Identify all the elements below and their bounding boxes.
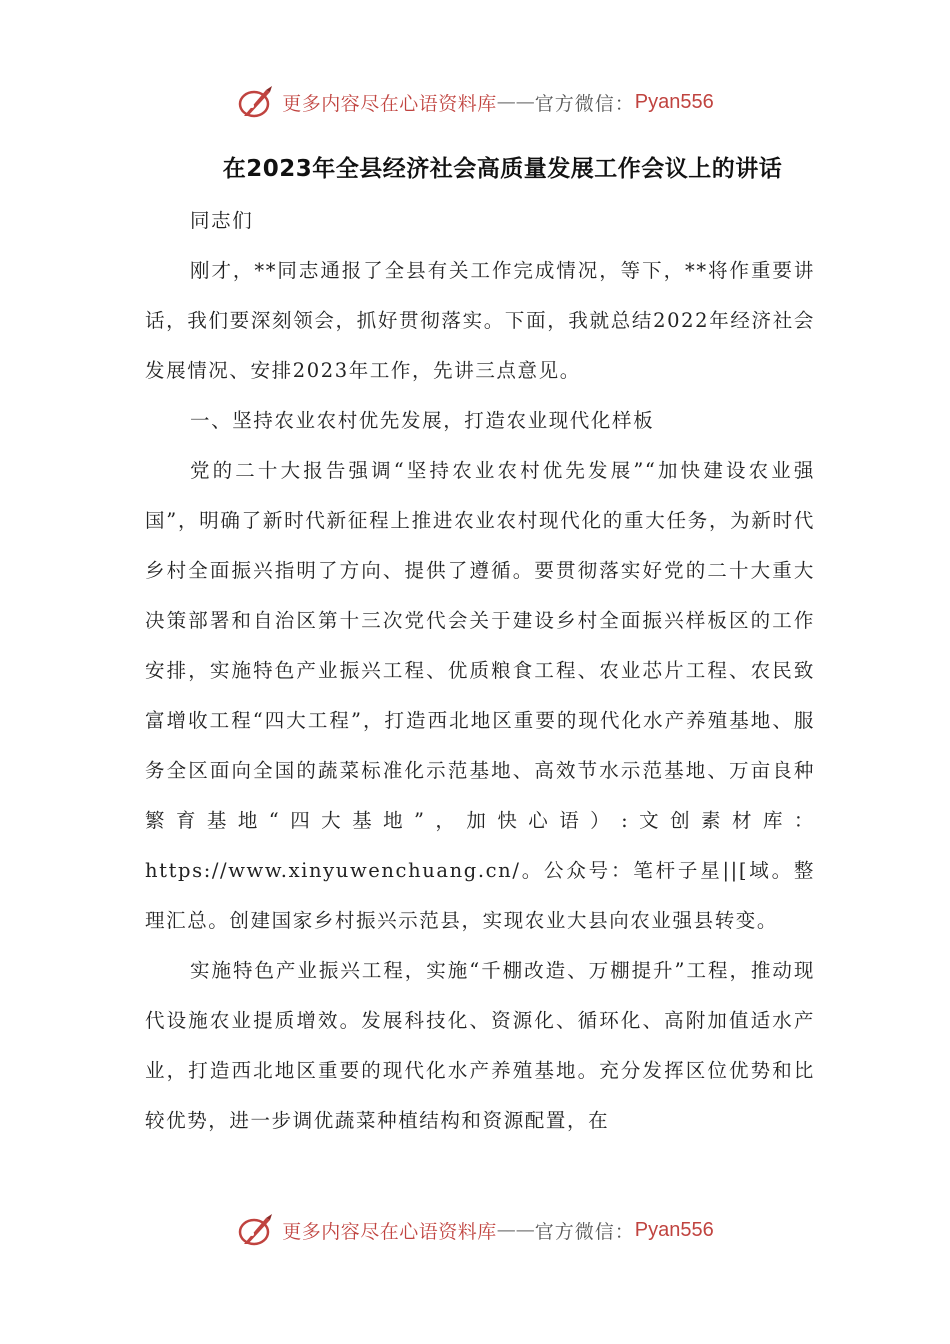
banner-separator: —— bbox=[496, 1219, 535, 1241]
banner-wechat-label: 官方微信： bbox=[534, 1220, 635, 1243]
section-heading-1: 一、坚持农业农村优先发展，打造农业现代化样板 bbox=[190, 409, 655, 432]
paragraph-opening: 刚才，**同志通报了全县有关工作完成情况，等下，**将作重要讲话，我们要深刻领会，抓好贯彻落实。下面，我就总结2022年经济社会发展情况、安排2023年工作，先讲三点意见。 bbox=[145, 259, 815, 382]
paragraph-industry: 实施特色产业振兴工程，实施“千棚改造、万棚提升”工程，推动现代设施农业提质增效。发展科技化、资源化、循环化、高附加值适水产业，打造西北地区重要的现代化水产养殖基地。充分发挥区位优势和比较优势，进一步调优蔬菜种植结构和资源配置，在 bbox=[145, 959, 815, 1132]
banner-wechat-label: 官方微信： bbox=[534, 92, 635, 115]
banner-text: 更多内容尽在心语资料库 bbox=[282, 92, 497, 115]
header-watermark-banner bbox=[0, 80, 950, 124]
quill-pen-logo-icon bbox=[236, 1210, 276, 1250]
quill-pen-logo-icon bbox=[236, 82, 276, 122]
banner-text: 更多内容尽在心语资料库 bbox=[282, 1220, 497, 1243]
banner-wechat-id: Pyan556 bbox=[634, 90, 714, 113]
salutation: 同志们 bbox=[190, 209, 254, 232]
banner-wechat-id: Pyan556 bbox=[634, 1218, 714, 1241]
document-body bbox=[145, 196, 815, 1146]
paragraph-agriculture: 党的二十大报告强调“坚持农业农村优先发展”“加快建设农业强国”，明确了新时代新征程上推进农业农村现代化的重大任务，为新时代乡村全面振兴指明了方向、提供了遵循。要贯彻落实好党的二十大重大决策部署和自治区第十三次党代会关于建设乡村全面振兴样板区的工作安排，实施特色产业振兴工程、优质粮食工程、农业芯片工程、农民致富增收工程“四大工程”，打造西北地区重要的现代化水产养殖基地、服务全区面向全国的蔬菜标准化示范基地、高效节水示范基地、万亩良种繁育基地“四大基地”，加快心语）:文创素材库：https://www.xinyuwenchuang.cn/。公众号：笔杆子星||[域。整理汇总。创建国家乡村振兴示范县，实现农业大县向农业强县转变。 bbox=[145, 459, 815, 932]
banner-separator: —— bbox=[496, 91, 535, 113]
document-title: 在2023年全县经济社会高质量发展工作会议上的讲话 bbox=[222, 156, 783, 182]
footer-watermark-banner bbox=[0, 1208, 950, 1252]
